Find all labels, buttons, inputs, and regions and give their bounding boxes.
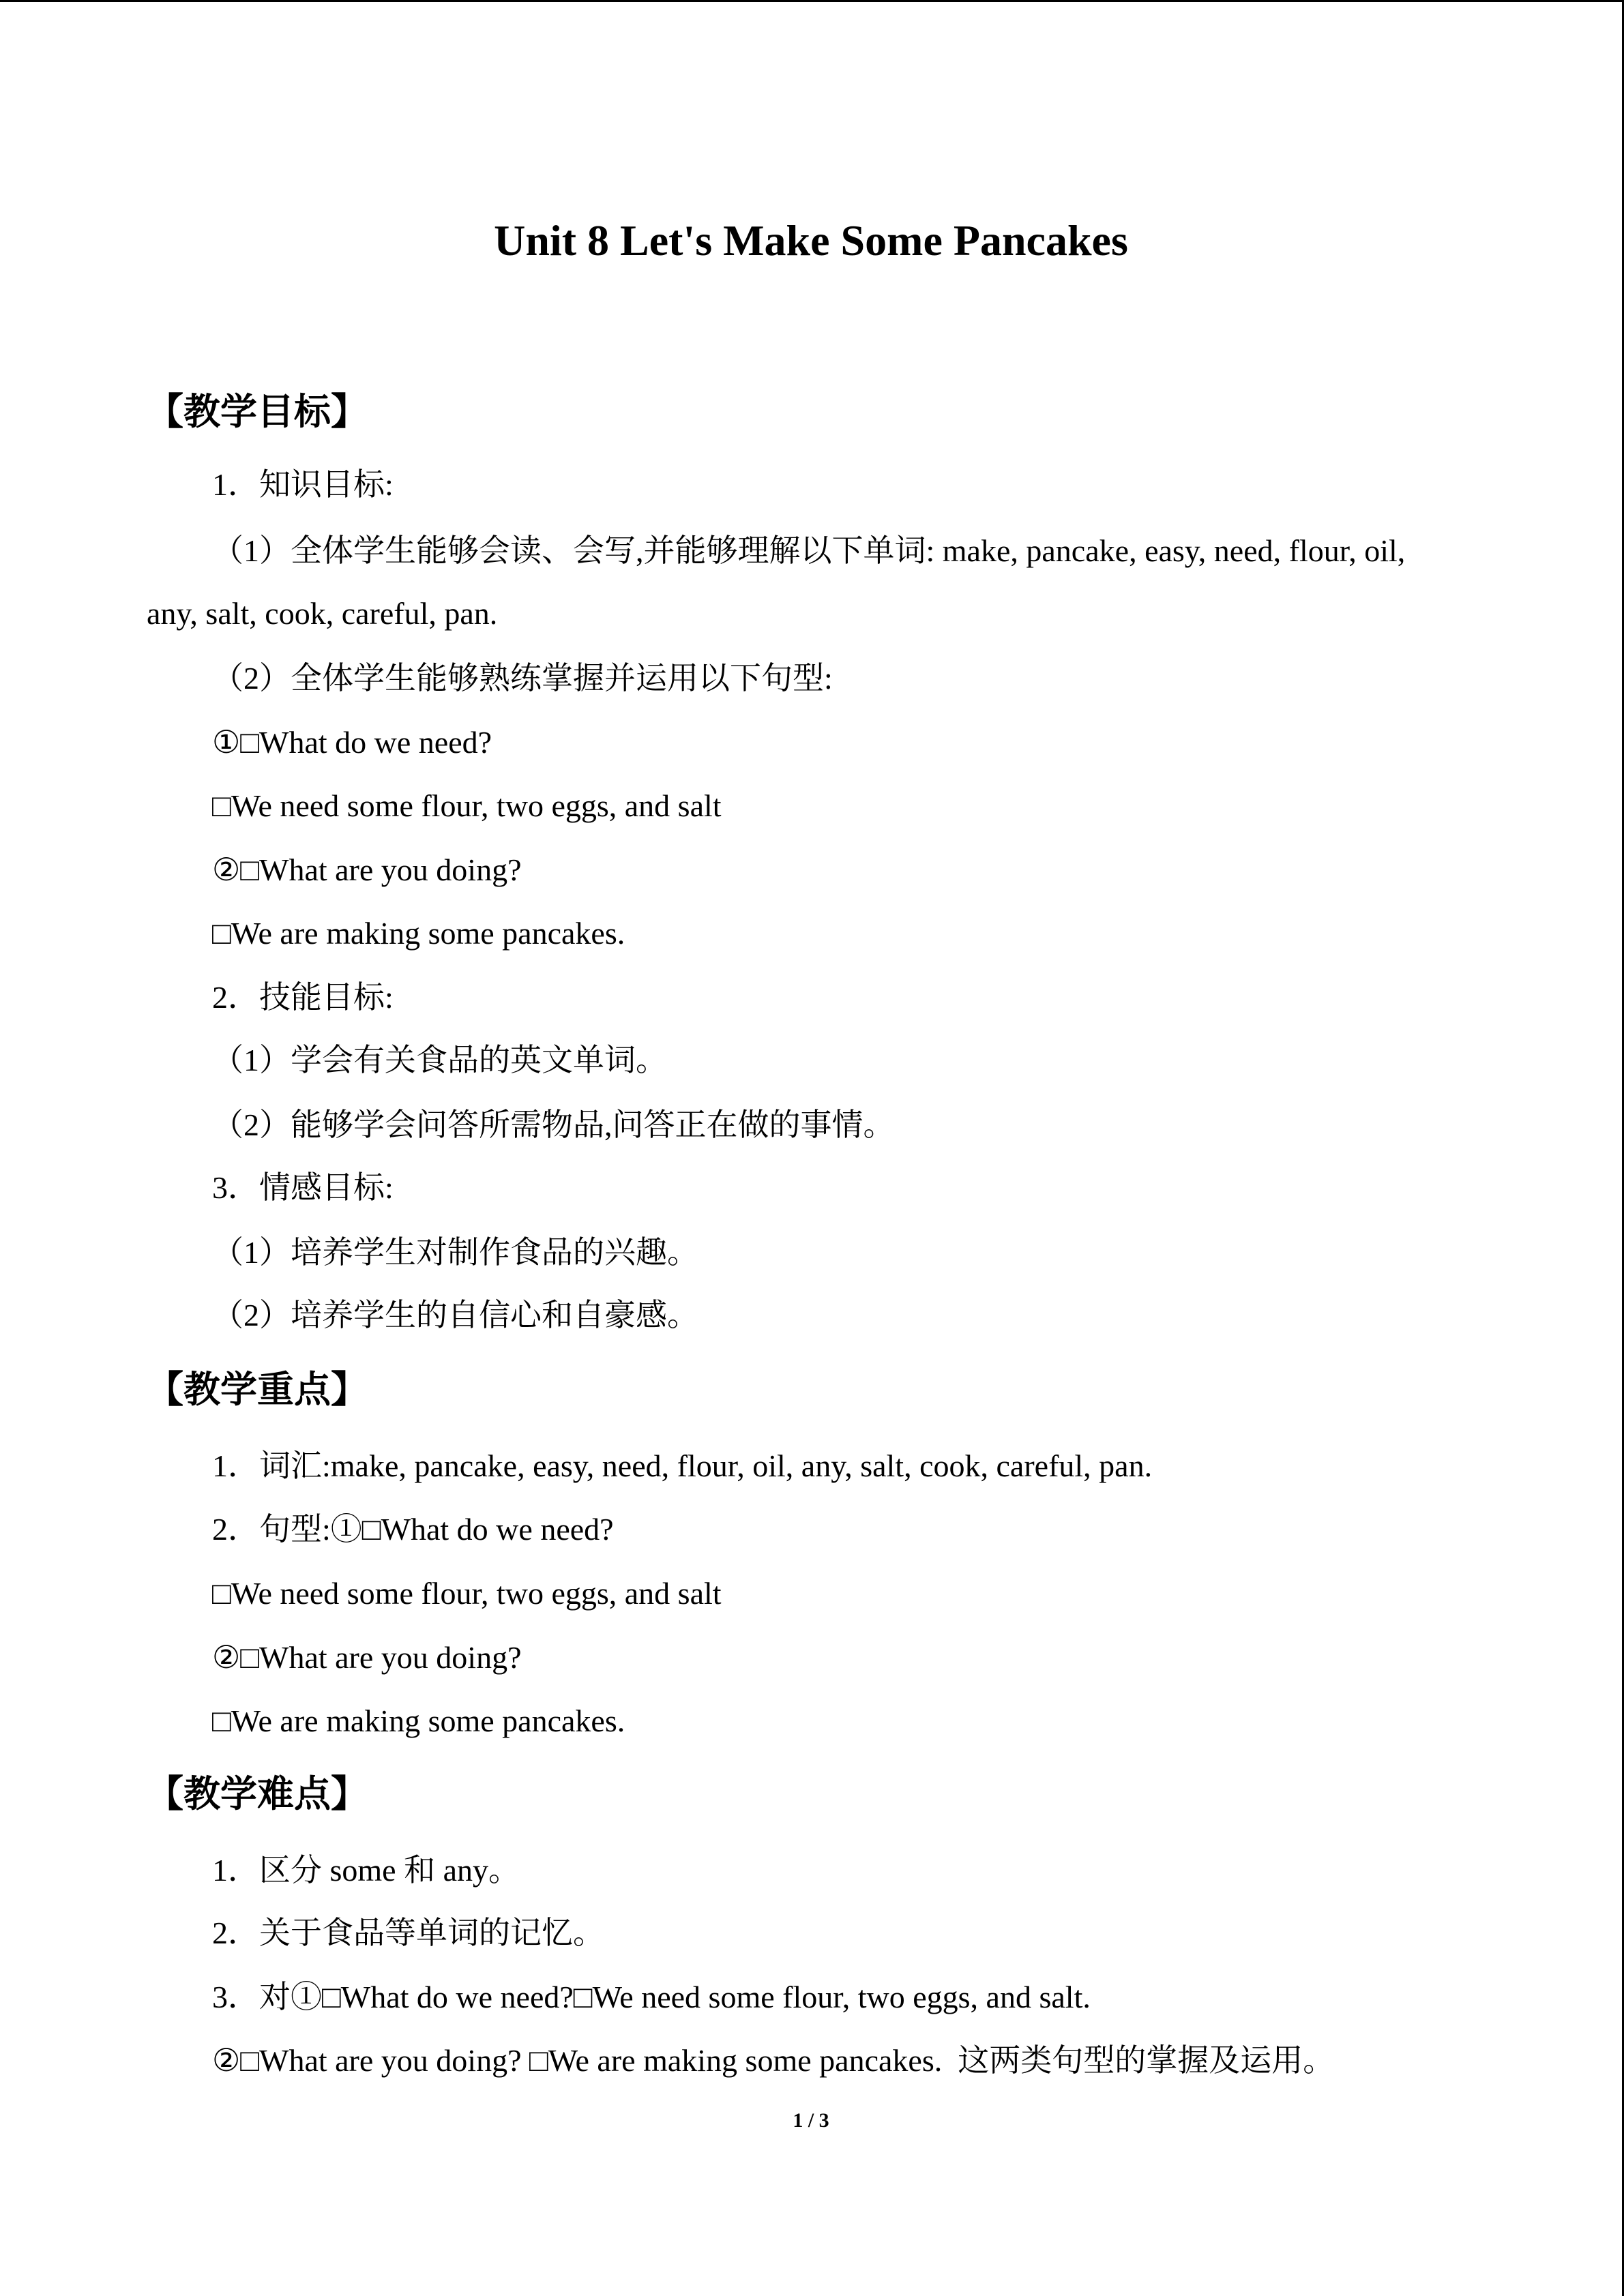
objective-line: ①□What do we need? — [212, 725, 492, 760]
objective-line: any, salt, cook, careful, pan. — [147, 596, 498, 631]
page-number: 1 / 3 — [793, 2109, 829, 2132]
difficulty-line: 1．区分 some 和 any。 — [212, 1853, 520, 1888]
objective-line: （1）培养学生对制作食品的兴趣。 — [212, 1235, 698, 1270]
document-title: Unit 8 Let's Make Some Pancakes — [494, 216, 1128, 265]
objective-line: （2）能够学会问答所需物品,问答正在做的事情。 — [212, 1107, 895, 1142]
objective-line: 2．技能目标: — [212, 980, 394, 1015]
objective-line: 3．情感目标: — [212, 1170, 394, 1205]
objective-line: □We need some flour, two eggs, and salt — [212, 788, 722, 823]
objective-line: 1．知识目标: — [212, 467, 394, 502]
objective-line: □We are making some pancakes. — [212, 916, 625, 951]
difficulty-line: 2．关于食品等单词的记忆。 — [212, 1915, 604, 1950]
key-point-line: □We are making some pancakes. — [212, 1703, 625, 1738]
section-heading-key-points: 【教学重点】 — [147, 1369, 368, 1410]
section-heading-objectives: 【教学目标】 — [147, 391, 368, 432]
difficulty-line: 3．对①□What do we need?□We need some flour, two eggs, and salt. — [212, 1980, 1091, 2014]
key-point-line: □We need some flour, two eggs, and salt — [212, 1576, 722, 1611]
objective-line: （1）全体学生能够会读、会写,并能够理解以下单词: make, pancake, easy, need, flour, oil, — [212, 533, 1406, 568]
key-point-line: ②□What are you doing? — [212, 1640, 522, 1675]
difficulty-line: ②□What are you doing? □We are making some pancakes. 这两类句型的掌握及运用。 — [212, 2043, 1335, 2078]
objective-line: （2）全体学生能够熟练掌握并运用以下句型: — [212, 661, 833, 696]
key-point-line: 1．词汇:make, pancake, easy, need, flour, oil, any, salt, cook, careful, pan. — [212, 1448, 1153, 1483]
key-point-line: 2．句型:①□What do we need? — [212, 1512, 614, 1547]
section-heading-difficulties: 【教学难点】 — [147, 1774, 368, 1815]
objective-line: （1）学会有关食品的英文单词。 — [212, 1043, 667, 1077]
objective-line: （2）培养学生的自信心和自豪感。 — [212, 1298, 698, 1332]
objective-line: ②□What are you doing? — [212, 852, 522, 887]
